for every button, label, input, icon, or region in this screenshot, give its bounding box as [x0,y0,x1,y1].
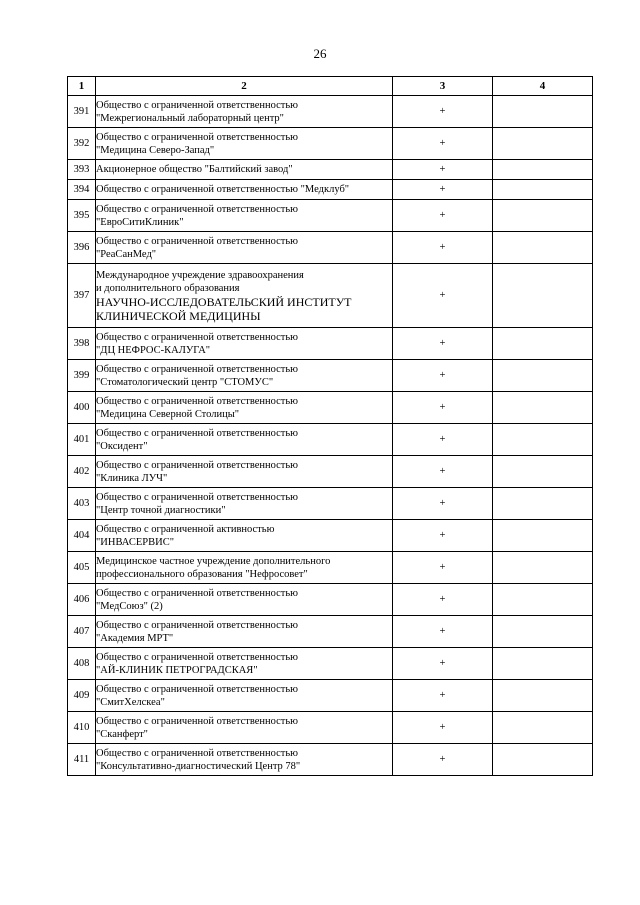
plus-mark: + [393,424,493,456]
col4-cell [493,520,593,552]
row-number: 405 [68,552,96,584]
row-number: 393 [68,160,96,180]
table-row [68,232,593,264]
organization-name-line: Общество с ограниченной ответственностью [96,395,299,407]
organization-name-line: Общество с ограниченной ответственностью [96,619,299,631]
organization-name-line: НАУЧНО-ИССЛЕДОВАТЕЛЬСКИЙ ИНСТИТУТ [96,294,352,309]
col4-cell [493,180,593,200]
organization-name-line: Международное учреждение здравоохранения [96,269,304,281]
table-row [68,520,593,552]
organization-name-line: "Стоматологический центр "СТОМУС" [96,376,274,388]
table-row [68,264,593,328]
col4-cell [493,232,593,264]
row-number: 397 [68,264,96,328]
col4-cell [493,424,593,456]
plus-mark: + [393,96,493,128]
row-number: 400 [68,392,96,424]
organization-name-line: "Клиника ЛУЧ" [96,472,168,484]
organization-name [96,264,393,328]
organization-name-line: Общество с ограниченной ответственностью [96,363,299,375]
col4-cell [493,456,593,488]
organization-name-line: Общество с ограниченной ответственностью [96,747,299,759]
table-row [68,552,593,584]
plus-mark: + [393,616,493,648]
organization-name [96,360,393,392]
table-row [68,456,593,488]
table-row [68,584,593,616]
organization-name [96,456,393,488]
organization-name [96,680,393,712]
organization-name-line: "ЕвроСитиКлиник" [96,216,184,228]
organization-name-line: Общество с ограниченной ответственностью [96,99,299,111]
header-col-1: 1 [68,77,96,96]
col4-cell [493,264,593,328]
organization-name [96,744,393,776]
table-row [68,616,593,648]
table-row [68,180,593,200]
plus-mark: + [393,200,493,232]
table-row [68,96,593,128]
col4-cell [493,96,593,128]
organization-name [96,616,393,648]
organization-name-line: "АЙ-КЛИНИК ПЕТРОГРАДСКАЯ" [96,664,258,676]
header-col-2: 2 [96,77,393,96]
row-number: 406 [68,584,96,616]
row-number: 407 [68,616,96,648]
row-number: 404 [68,520,96,552]
plus-mark: + [393,264,493,328]
table-row [68,424,593,456]
organization-name [96,584,393,616]
row-number: 411 [68,744,96,776]
organization-name-line: и дополнительного образования [96,282,240,294]
organization-name-line: "Консультативно-диагностический Центр 78" [96,760,301,772]
table-row [68,744,593,776]
organization-name-line: "СмитХелскеа" [96,696,165,708]
header-col-3: 3 [393,77,493,96]
col4-cell [493,488,593,520]
organization-name-line: "Сканферт" [96,728,148,740]
organization-name-line: Общество с ограниченной ответственностью [96,331,299,343]
organization-name [96,180,393,200]
row-number: 408 [68,648,96,680]
organization-name [96,232,393,264]
col4-cell [493,328,593,360]
plus-mark: + [393,392,493,424]
row-number: 395 [68,200,96,232]
plus-mark: + [393,360,493,392]
organization-name-line: "ДЦ НЕФРОС-КАЛУГА" [96,344,211,356]
col4-cell [493,128,593,160]
page-number: 26 [313,46,327,61]
organization-name-line: "Медицина Северной Столицы" [96,408,240,420]
organization-name-line: Общество с ограниченной ответственностью [96,491,299,503]
col4-cell [493,744,593,776]
col4-cell [493,616,593,648]
plus-mark: + [393,744,493,776]
organization-name [96,488,393,520]
plus-mark: + [393,680,493,712]
row-number: 396 [68,232,96,264]
table-row [68,648,593,680]
table-body [68,96,593,776]
plus-mark: + [393,128,493,160]
table-header-row [68,77,593,96]
col4-cell [493,392,593,424]
col4-cell [493,584,593,616]
organization-name [96,128,393,160]
row-number: 401 [68,424,96,456]
organization-name [96,200,393,232]
table-row [68,680,593,712]
table-row [68,360,593,392]
col4-cell [493,552,593,584]
organization-name [96,96,393,128]
plus-mark: + [393,456,493,488]
organization-name-line: Общество с ограниченной активностью [96,523,275,535]
plus-mark: + [393,712,493,744]
col4-cell [493,680,593,712]
organization-name-line: Общество с ограниченной ответственностью [96,235,299,247]
plus-mark: + [393,488,493,520]
col4-cell [493,648,593,680]
organization-name [96,552,393,584]
row-number: 410 [68,712,96,744]
organization-name-line: "ИНВАСЕРВИС" [96,536,174,548]
row-number: 394 [68,180,96,200]
row-number: 403 [68,488,96,520]
table-row [68,160,593,180]
col4-cell [493,712,593,744]
row-number: 409 [68,680,96,712]
header-col-4: 4 [493,77,593,96]
organization-name [96,328,393,360]
organization-name-line: "Межрегиональный лабораторный центр" [96,112,284,124]
col4-cell [493,200,593,232]
organization-name-line: Акционерное общество "Балтийский завод" [96,164,293,175]
table-row [68,128,593,160]
organization-name [96,648,393,680]
plus-mark: + [393,584,493,616]
table-row [68,200,593,232]
plus-mark: + [393,648,493,680]
organization-name-line: Общество с ограниченной ответственностью [96,715,299,727]
organization-name [96,424,393,456]
plus-mark: + [393,232,493,264]
organization-name-line: "Академия МРТ" [96,632,174,644]
col4-cell [493,360,593,392]
organization-name [96,160,393,180]
organization-name-line: "РеаСанМед" [96,248,157,260]
registry-table [67,76,593,776]
table-row [68,712,593,744]
organization-name-line: Общество с ограниченной ответственностью [96,203,299,215]
organization-name-line: Общество с ограниченной ответственностью [96,587,299,599]
row-number: 392 [68,128,96,160]
table-row [68,392,593,424]
organization-name-line: Медицинское частное учреждение дополнительного [96,555,331,567]
organization-name-line: Общество с ограниченной ответственностью "Медклуб" [96,184,350,195]
organization-name-line: "Медицина Северо-Запад" [96,144,215,156]
plus-mark: + [393,552,493,584]
organization-name [96,520,393,552]
organization-name-line: профессионального образования "Нефросовет" [96,568,308,580]
organization-name-line: Общество с ограниченной ответственностью [96,683,299,695]
organization-name [96,712,393,744]
plus-mark: + [393,160,493,180]
row-number: 398 [68,328,96,360]
organization-name-line: Общество с ограниченной ответственностью [96,131,299,143]
plus-mark: + [393,328,493,360]
organization-name-line: КЛИНИЧЕСКОЙ МЕДИЦИНЫ [96,308,261,323]
table-row [68,488,593,520]
row-number: 391 [68,96,96,128]
organization-name-line: Общество с ограниченной ответственностью [96,651,299,663]
organization-name [96,392,393,424]
organization-name-line: "МедСоюз" (2) [96,600,163,612]
plus-mark: + [393,520,493,552]
plus-mark: + [393,180,493,200]
organization-name-line: Общество с ограниченной ответственностью [96,427,299,439]
row-number: 399 [68,360,96,392]
organization-name-line: Общество с ограниченной ответственностью [96,459,299,471]
row-number: 402 [68,456,96,488]
table-row [68,328,593,360]
organization-name-line: "Центр точной диагностики" [96,504,226,516]
col4-cell [493,160,593,180]
organization-name-line: "Оксидент" [96,440,148,452]
